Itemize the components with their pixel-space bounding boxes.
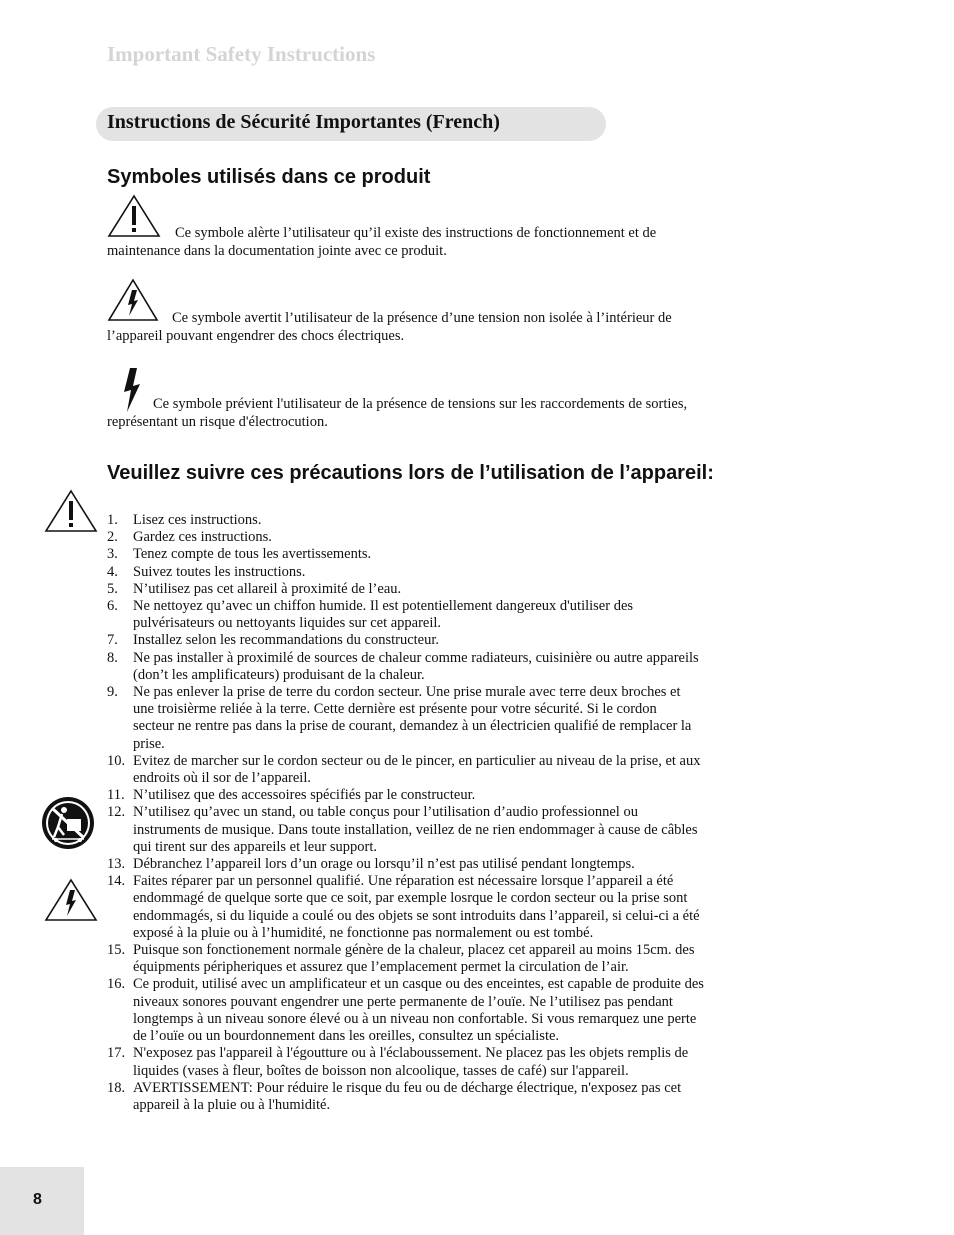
precaution-item <box>107 787 797 804</box>
precaution-item <box>107 650 797 684</box>
precaution-line: Puisque son fonctionement normale génère de la chaleur, placez cet appareil au moins 15cm. des <box>133 942 695 959</box>
precaution-line: endroits où il sor de l’appareil. <box>133 770 311 787</box>
precaution-number: 10. <box>107 752 126 769</box>
precaution-item <box>107 529 797 546</box>
precaution-number: 16. <box>107 976 126 993</box>
precaution-number: 17. <box>107 1045 126 1062</box>
precaution-number: 15. <box>107 942 126 959</box>
precaution-item <box>107 1045 797 1079</box>
precaution-number: 6. <box>107 598 118 615</box>
cart-tip-over-icon <box>40 795 96 851</box>
precaution-line: équipments péripheriques et assurez que l’emplacement permet la circulation de l’air. <box>133 959 629 976</box>
precaution-line: instruments de musique. Dans toute installation, veillez de ne rien endommager à cause de câbles <box>133 821 698 838</box>
precaution-item <box>107 581 797 598</box>
precaution-line: endommagés, si du liquide a coulé ou des objets se sont introduits dans l’appareil, si celui-ci a été <box>133 907 700 924</box>
precautions-list <box>107 512 797 1114</box>
precaution-line: Lisez ces instructions. <box>133 512 262 528</box>
precaution-item <box>107 632 797 649</box>
symbol-3-line-2: représentant un risque d'électrocution. <box>107 414 328 430</box>
precaution-item <box>107 976 797 1045</box>
precaution-item <box>107 804 797 856</box>
precaution-item <box>107 564 797 581</box>
precaution-line: N'exposez pas l'appareil à l'égoutture ou à l'éclaboussement. Ne placez pas les objets remplis de <box>133 1045 689 1062</box>
precaution-number: 2. <box>107 529 118 546</box>
precaution-line: de l’ouïe ou un bourdonnement dans les oreilles, consultez un spécialiste. <box>133 1028 560 1045</box>
precaution-line: secteur ne rentre pas dans la prise de courant, demandez à un électricien qualifié de remplacer la <box>133 718 692 735</box>
precaution-item <box>107 684 797 753</box>
precaution-line: N’utilisez qu’avec un stand, ou table conçus pour l’utilisation d’audio professionnel ou <box>133 804 638 821</box>
precaution-number: 14. <box>107 873 126 890</box>
page-number: 8 <box>33 1191 42 1208</box>
precaution-line: Ce produit, utilisé avec un amplificateur et un casque ou des enceintes, est capable de produite des <box>133 976 704 993</box>
symbol-1-line-2: maintenance dans la documentation jointe avec ce produit. <box>107 243 447 259</box>
symbol-2-line-2: l’appareil pouvant engendrer des chocs électriques. <box>107 328 405 344</box>
precaution-line: (don’t les amplificateurs) produisant de la chaleur. <box>133 666 425 683</box>
precaution-line: longtemps à un niveau sonore élevé ou à un niveau non confortable. Si vous remarquez une perte <box>133 1010 697 1027</box>
precaution-number: 1. <box>107 512 118 528</box>
warning-triangle-icon <box>44 489 98 533</box>
precaution-item <box>107 1080 797 1114</box>
precaution-item <box>107 942 797 976</box>
symbol-3-line-1: Ce symbole prévient l'utilisateur de la présence de tensions sur les raccordements de sorties, <box>153 396 688 412</box>
symbol-1-line-1: Ce symbole alèrte l’utilisateur qu’il existe des instructions de fonctionnement et de <box>175 225 657 241</box>
precaution-line: appareil à la pluie ou à l'humidité. <box>133 1096 331 1113</box>
precaution-line: N’utilisez pas cet allareil à proximité de l’eau. <box>133 580 402 597</box>
precaution-line: pulvérisateurs ou nettoyants liquides sur cet appareil. <box>133 615 442 632</box>
running-header-title: Important Safety Instructions <box>107 42 376 66</box>
precaution-line: Faites réparer par un personnel qualifié. Une réparation est nécessaire lorsque l’appareil a été <box>133 873 674 890</box>
symbol-description-3 <box>107 395 787 431</box>
precaution-number: 7. <box>107 632 118 649</box>
precaution-line: Ne pas installer à proximilé de sources de chaleur comme radiateurs, cuisinière ou autre appareils <box>133 649 699 666</box>
precaution-line: Tenez compte de tous les avertissements. <box>133 546 372 563</box>
precaution-item <box>107 512 797 529</box>
precaution-number: 4. <box>107 563 118 580</box>
precaution-item <box>107 753 797 787</box>
precaution-line: qui tirent sur des appareils et leur support. <box>133 838 378 855</box>
precaution-line: prise. <box>133 735 165 752</box>
precaution-line: AVERTISSEMENT: Pour réduire le risque du feu ou de décharge électrique, n'exposez pas cet <box>133 1079 682 1096</box>
precaution-line: niveaux sonores pouvant engendrer une perte permanente de l’ouïe. Ne l’utilisez pas pendant <box>133 993 673 1010</box>
precaution-number: 13. <box>107 856 126 873</box>
precaution-number: 5. <box>107 580 118 597</box>
precaution-number: 3. <box>107 546 118 563</box>
symbols-heading: Symboles utilisés dans ce produit <box>107 166 431 188</box>
precaution-line: Suivez toutes les instructions. <box>133 563 306 580</box>
symbol-description-2 <box>107 309 787 345</box>
precaution-item <box>107 873 797 942</box>
precaution-line: Evitez de marcher sur le cordon secteur ou de le pincer, en particulier au niveau de la prise, et aux <box>133 752 701 769</box>
symbol-description-1 <box>107 224 787 260</box>
precautions-heading: Veuillez suivre ces précautions lors de l’utilisation de l’appareil: <box>107 462 714 484</box>
lightning-triangle-icon <box>44 878 98 922</box>
section-pill-label: Instructions de Sécurité Importantes (French) <box>107 111 500 133</box>
precaution-item <box>107 546 797 563</box>
precaution-item <box>107 598 797 632</box>
precaution-line: exposé à la pluie ou à l’humidité, ne fonctionne pas normalement ou est tombé. <box>133 924 594 941</box>
precaution-number: 9. <box>107 684 118 701</box>
precaution-number: 18. <box>107 1079 126 1096</box>
precaution-item <box>107 856 797 873</box>
precaution-number: 8. <box>107 649 118 666</box>
precaution-line: Gardez ces instructions. <box>133 529 272 546</box>
precaution-line: liquides (vases à fleur, boîtes de boisson non alcoolique, tasses de café) sur l'appareil. <box>133 1062 629 1079</box>
precaution-line: Ne pas enlever la prise de terre du cordon secteur. Une prise murale avec terre deux broches et <box>133 684 681 701</box>
precaution-line: endommagé de quelque sorte que ce soit, par exemple losrque le cordon secteur ou la prise sont <box>133 890 688 907</box>
precaution-line: Débranchez l’appareil lors d’un orage ou lorsqu’il n’est pas utilisé pendant longtemps. <box>133 856 635 873</box>
precaution-line: N’utilisez que des accessoires spécifiés par le constructeur. <box>133 787 476 804</box>
page-number-box <box>0 1167 84 1235</box>
symbol-2-line-1: Ce symbole avertit l’utilisateur de la présence d’une tension non isolée à l’intérieur de <box>172 310 672 326</box>
precaution-line: une troisièrme reliée à la terre. Cette dernière est présente pour votre sécurité. Si le cordon <box>133 701 657 718</box>
precaution-number: 12. <box>107 804 126 821</box>
precaution-line: Ne nettoyez qu’avec un chiffon humide. Il est potentiellement dangereux d'utiliser des <box>133 598 634 615</box>
precaution-number: 11. <box>107 787 125 804</box>
precaution-line: Installez selon les recommandations du constructeur. <box>133 632 440 649</box>
